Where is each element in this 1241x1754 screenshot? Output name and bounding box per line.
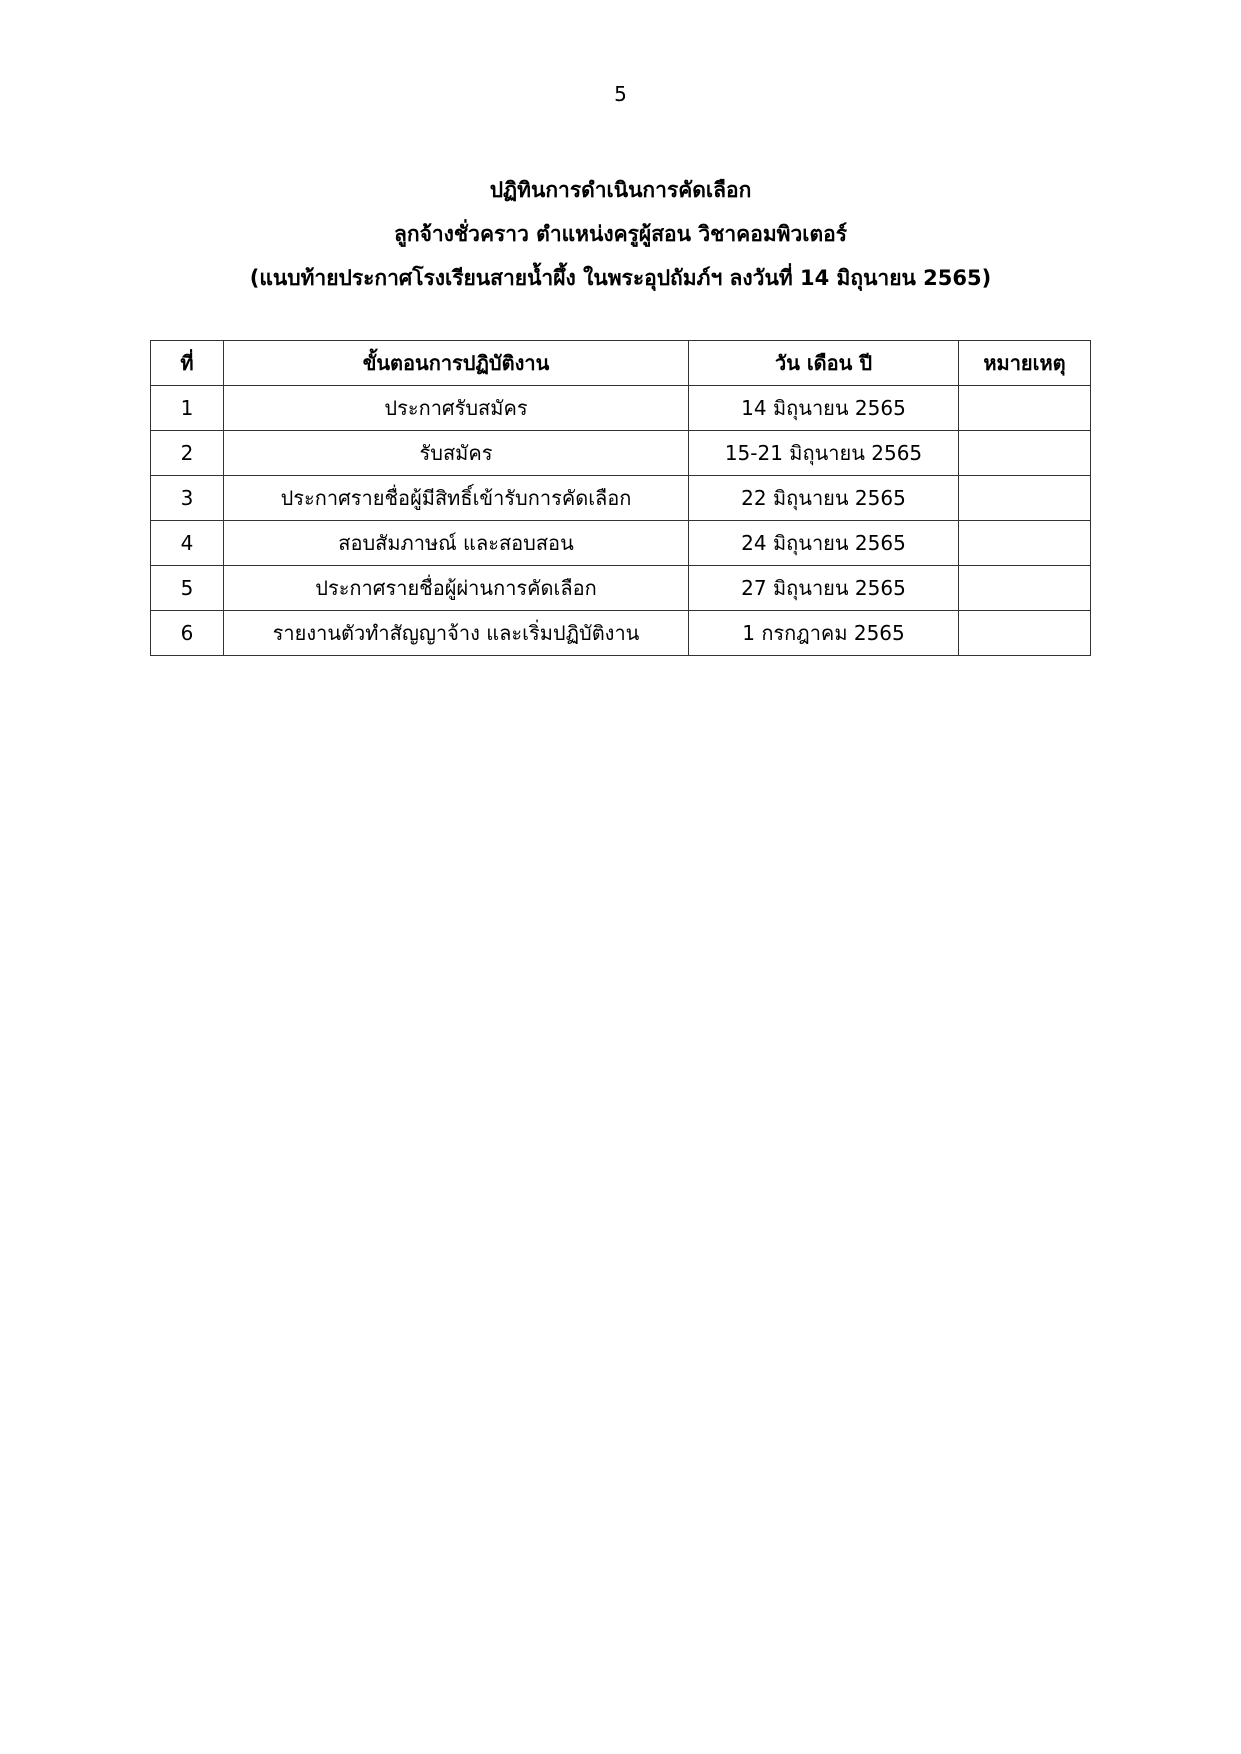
row-no: 3 [151, 476, 224, 521]
table-row [151, 476, 1091, 521]
row-date: 24 มิถุนายน 2565 [689, 521, 959, 566]
row-no: 4 [151, 521, 224, 566]
row-note [959, 476, 1091, 521]
table-header-row [151, 341, 1091, 386]
header-date: วัน เดือน ปี [689, 341, 959, 386]
row-note [959, 386, 1091, 431]
row-no: 6 [151, 611, 224, 656]
table-row [151, 566, 1091, 611]
row-no: 2 [151, 431, 224, 476]
table-row [151, 521, 1091, 566]
document-title [0, 168, 1241, 300]
row-step: ประกาศรายชื่อผู้ผ่านการคัดเลือก [224, 566, 689, 611]
row-step: ประกาศรายชื่อผู้มีสิทธิ์เข้ารับการคัดเลือก [224, 476, 689, 521]
row-note [959, 431, 1091, 476]
header-step: ขั้นตอนการปฏิบัติงาน [224, 341, 689, 386]
title-line-3: (แนบท้ายประกาศโรงเรียนสายน้ำผึ้ง ในพระอุปถัมภ์ฯ ลงวันที่ 14 มิถุนายน 2565) [249, 266, 992, 290]
row-date: 1 กรกฎาคม 2565 [689, 611, 959, 656]
row-note [959, 611, 1091, 656]
table-row [151, 431, 1091, 476]
table-row [151, 611, 1091, 656]
row-no: 5 [151, 566, 224, 611]
row-date: 14 มิถุนายน 2565 [689, 386, 959, 431]
row-date: 27 มิถุนายน 2565 [689, 566, 959, 611]
header-no: ที่ [151, 341, 224, 386]
row-date: 22 มิถุนายน 2565 [689, 476, 959, 521]
row-step: รับสมัคร [224, 431, 689, 476]
row-note [959, 566, 1091, 611]
row-step: ประกาศรับสมัคร [224, 386, 689, 431]
title-line-2: ลูกจ้างชั่วคราว ตำแหน่งครูผู้สอน วิชาคอมพิวเตอร์ [393, 222, 848, 246]
page-number: 5 [614, 82, 627, 106]
header-note: หมายเหตุ [959, 341, 1091, 386]
row-date: 15-21 มิถุนายน 2565 [689, 431, 959, 476]
title-line-1: ปฏิทินการดำเนินการคัดเลือก [489, 178, 752, 202]
row-step: สอบสัมภาษณ์ และสอบสอน [224, 521, 689, 566]
row-no: 1 [151, 386, 224, 431]
row-step: รายงานตัวทำสัญญาจ้าง และเริ่มปฏิบัติงาน [224, 611, 689, 656]
row-note [959, 521, 1091, 566]
table-row [151, 386, 1091, 431]
schedule-table [150, 340, 1091, 656]
